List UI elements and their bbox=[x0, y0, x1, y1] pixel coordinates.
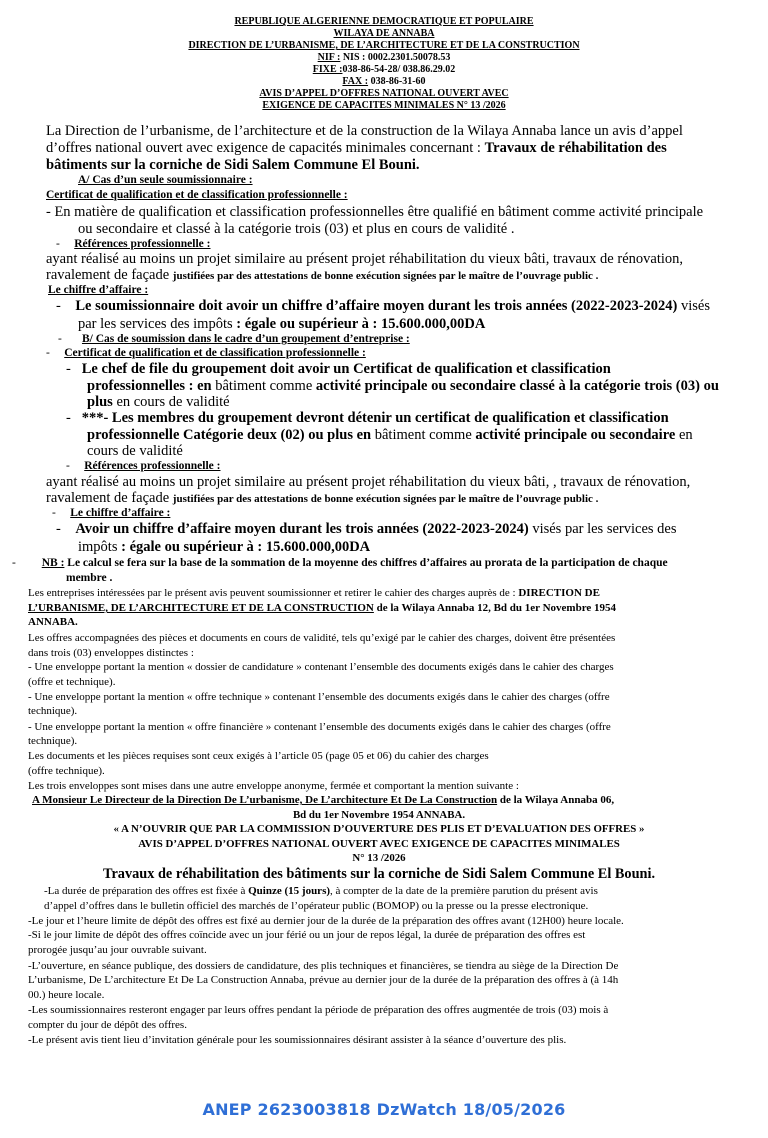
intro-line3: bâtiments sur la corniche de Sidi Salem Commune El Bouni. bbox=[46, 157, 420, 173]
offres-line1: Les offres accompagnées des pièces et documents en cours de validité, tels qu’exigé par le cahier des charges, doivent être présentées bbox=[28, 632, 616, 644]
publication-footer: ANEP 2623003818 DzWatch 18/05/2026 bbox=[202, 1100, 566, 1119]
enveloppe2-line2: technique). bbox=[28, 705, 78, 717]
intro-line1: La Direction de l’urbanisme, de l’architecture et de la construction de la Wilaya Annaba lance un avis d’appel bbox=[46, 123, 683, 139]
section-a-ref-title: - Références professionnelle : bbox=[56, 238, 211, 250]
fax-line: FAX : 038-86-31-60 bbox=[342, 76, 426, 87]
avis-title-line2: EXIGENCE DE CAPACITES MINIMALES N° 13 /2026 bbox=[262, 100, 506, 111]
address-line1: A Monsieur Le Directeur de la Direction De L’urbanisme, De L’architecture Et De La Construction de la Wilaya Annaba 06, bbox=[32, 794, 615, 806]
engagement-line1: -Les soumissionnaires resteront engager par leurs offres pendant la période de préparation des offres augmentée de trois (03) mois à bbox=[28, 1004, 609, 1016]
ouverture-line1: -L’ouverture, en séance publique, des dossiers de candidature, des plis techniques et financières, se tiendra au siège de la Direction De bbox=[28, 960, 619, 972]
enveloppe2-line1: - Une enveloppe portant la mention « offre technique » contenant l’ensemble des documents exigés dans le cahier des charges (offre bbox=[28, 691, 610, 703]
travaux-title: Travaux de réhabilitation des bâtiments sur la corniche de Sidi Salem Commune El Bouni. bbox=[102, 866, 656, 882]
section-a-cert-line1: - En matière de qualification et classification professionnelles être qualifié en bâtiment comme activité principale bbox=[46, 204, 704, 220]
section-a-title: A/ Cas d’un seule soumissionnaire : bbox=[78, 174, 253, 186]
section-b-title: - B/ Cas de soumission dans le cadre d’un groupement d’entreprise : bbox=[58, 333, 410, 345]
trois-enveloppes-line: Les trois enveloppes sont mises dans une autre enveloppe anonyme, fermée et comportant la mention suivante : bbox=[28, 780, 519, 792]
section-b-ca-line1: - Avoir un chiffre d’affaire moyen durant les trois années (2022-2023-2024) visés par les services des bbox=[56, 521, 677, 537]
invitation-line: -Le présent avis tient lieu d’invitation générale pour les soumissionnaires désirant assister à la séance d’ouverture des plis. bbox=[28, 1034, 567, 1046]
section-a-ref-line1: ayant réalisé au moins un projet similaire au présent projet réhabilitation du vieux bâti, travaux de rénovation, bbox=[46, 251, 683, 267]
section-b-p1-line3: plus en cours de validité bbox=[87, 394, 230, 410]
enveloppe3-line1: - Une enveloppe portant la mention « offre financière » contenant l’ensemble des documents exigés dans le cahier des charges (offre bbox=[28, 721, 611, 733]
section-b-p2-line3: cours de validité bbox=[87, 443, 183, 459]
section-a-ref-line2: ravalement de façade justifiées par des attestations de bonne exécution signées par le maître de l’ouvrage public . bbox=[46, 267, 599, 283]
section-b-p2-line1: - ***- Les membres du groupement devront détenir un certificat de qualification et classification bbox=[66, 410, 669, 426]
entreprises-line3: ANNABA. bbox=[28, 616, 78, 628]
documents-line2: (offre technique). bbox=[28, 765, 105, 777]
address-line2: Bd du 1er Novembre 1954 ANNABA. bbox=[292, 809, 466, 821]
ouverture-line2: L’urbanisme, De L’architecture Et De La Construction Annaba, prévue au dernier jour de la durée de la préparation des offres à (à 14h bbox=[28, 974, 619, 986]
entreprises-line1: Les entreprises intéressées par le présent avis peuvent soumissionner et retirer le cahier des charges auprès de : DIRECTION DE bbox=[28, 587, 600, 599]
duree-line2: d’appel d’offres dans le bulletin officiel des marchés de l’opérateur public (BOMOP) ou la presse ou la presse electronique. bbox=[44, 900, 589, 912]
ne-pas-ouvrir-mention: « A N’OUVRIR QUE PAR LA COMMISSION D’OUVERTURE DES PLIS ET D’EVALUATION DES OFFRES » bbox=[113, 823, 645, 835]
section-a-ca-title: Le chiffre d’affaire : bbox=[48, 284, 149, 296]
nb-line1: - NB : Le calcul se fera sur la base de la sommation de la moyenne des chiffres d’affaires au prorata de la participation de chaque bbox=[12, 557, 668, 569]
wilaya-title: WILAYA DE ANNABA bbox=[333, 28, 435, 39]
enveloppe1-line2: (offre et technique). bbox=[28, 676, 116, 688]
section-b-ca-line2: impôts : égale ou supérieur à : 15.600.000,00DA bbox=[78, 539, 371, 555]
document-header bbox=[0, 16, 768, 112]
section-b-p1-line2: professionnelles : en bâtiment comme activité principale ou secondaire classé à la catégorie trois (03) ou bbox=[87, 378, 719, 394]
section-a-ca-line1: - Le soumissionnaire doit avoir un chiffre d’affaire moyen durant les trois années (2022-2023-2024) visés bbox=[56, 298, 710, 314]
section-a-ca-line2: par les services des impôts : égale ou supérieur à : 15.600.000,00DA bbox=[78, 316, 486, 332]
section-a-cert-line2: ou secondaire et classé à la catégorie trois (03) et plus en cours de validité . bbox=[78, 221, 515, 237]
engagement-line2: compter du jour de dépôt des offres. bbox=[28, 1019, 187, 1031]
offres-line2: dans trois (03) enveloppes distinctes : bbox=[28, 647, 194, 659]
section-b-p1-line1: - Le chef de file du groupement doit avoir un Certificat de qualification et classification bbox=[66, 361, 611, 377]
duree-line1: -La durée de préparation des offres est fixée à Quinze (15 jours), à compter de la date de la première parution du présent avis bbox=[44, 885, 598, 897]
jour-limite-line: -Le jour et l’heure limite de dépôt des offres est fixé au dernier jour de la durée de la préparation des offres avant (12H00) heure locale. bbox=[28, 915, 624, 927]
section-b-ca-title: - Le chiffre d’affaire : bbox=[52, 507, 171, 519]
jour-ferie-line2: prorogée jusqu’au jour ouvrable suivant. bbox=[28, 944, 207, 956]
section-b-p2-line2: professionnelle Catégorie deux (02) ou plus en bâtiment comme activité principale ou secondaire en bbox=[87, 427, 693, 443]
section-a-cert-title: Certificat de qualification et de classification professionnelle : bbox=[46, 189, 348, 201]
direction-title: DIRECTION DE L’URBANISME, DE L’ARCHITECTURE ET DE LA CONSTRUCTION bbox=[188, 40, 580, 51]
republic-title: REPUBLIQUE ALGERIENNE DEMOCRATIQUE ET POPULAIRE bbox=[234, 16, 534, 27]
ouverture-line3: 00.) heure locale. bbox=[28, 989, 105, 1001]
enveloppe3-line2: technique). bbox=[28, 735, 78, 747]
section-b-cert-title: - Certificat de qualification et de classification professionnelle : bbox=[46, 347, 366, 359]
avis-title-repeat: AVIS D’APPEL D’OFFRES NATIONAL OUVERT AVEC EXIGENCE DE CAPACITES MINIMALES bbox=[138, 838, 620, 850]
avis-title-line1: AVIS D’APPEL D’OFFRES NATIONAL OUVERT AVEC bbox=[259, 88, 509, 99]
intro-line2: d’offres national ouvert avec exigence de capacités minimales concernant : Travaux de réhabilitation des bbox=[46, 140, 667, 156]
entreprises-line2: L’URBANISME, DE L’ARCHITECTURE ET DE LA CONSTRUCTION de la Wilaya Annaba 12, Bd du 1er Novembre 1954 bbox=[28, 602, 617, 614]
nif-line: NIF : NIS : 0002.2301.50078.53 bbox=[317, 52, 451, 63]
enveloppe1-line1: - Une enveloppe portant la mention « dossier de candidature » contenant l’ensemble des documents exigés dans le cahier des charges bbox=[28, 661, 614, 673]
section-b-ref-line1: ayant réalisé au moins un projet similaire au présent projet réhabilitation du vieux bâti, , travaux de rénovation, bbox=[46, 474, 691, 490]
documents-line1: Les documents et les pièces requises sont ceux exigés à l’article 05 (page 05 et 06) du cahier des charges bbox=[28, 750, 489, 762]
avis-number-repeat: N° 13 /2026 bbox=[352, 852, 406, 864]
nb-line2: membre . bbox=[66, 572, 113, 584]
jour-ferie-line1: -Si le jour limite de dépôt des offres coïncide avec un jour férié ou un jour de repos légal, la durée de préparation des offres est bbox=[28, 929, 586, 941]
section-b-ref-title: - Références professionnelle : bbox=[66, 460, 221, 472]
section-b-ref-line2: ravalement de façade justifiées par des attestations de bonne exécution signées par le maître de l’ouvrage public . bbox=[46, 490, 599, 506]
fixe-line: FIXE :038-86-54-28/ 038.86.29.02 bbox=[312, 64, 456, 75]
